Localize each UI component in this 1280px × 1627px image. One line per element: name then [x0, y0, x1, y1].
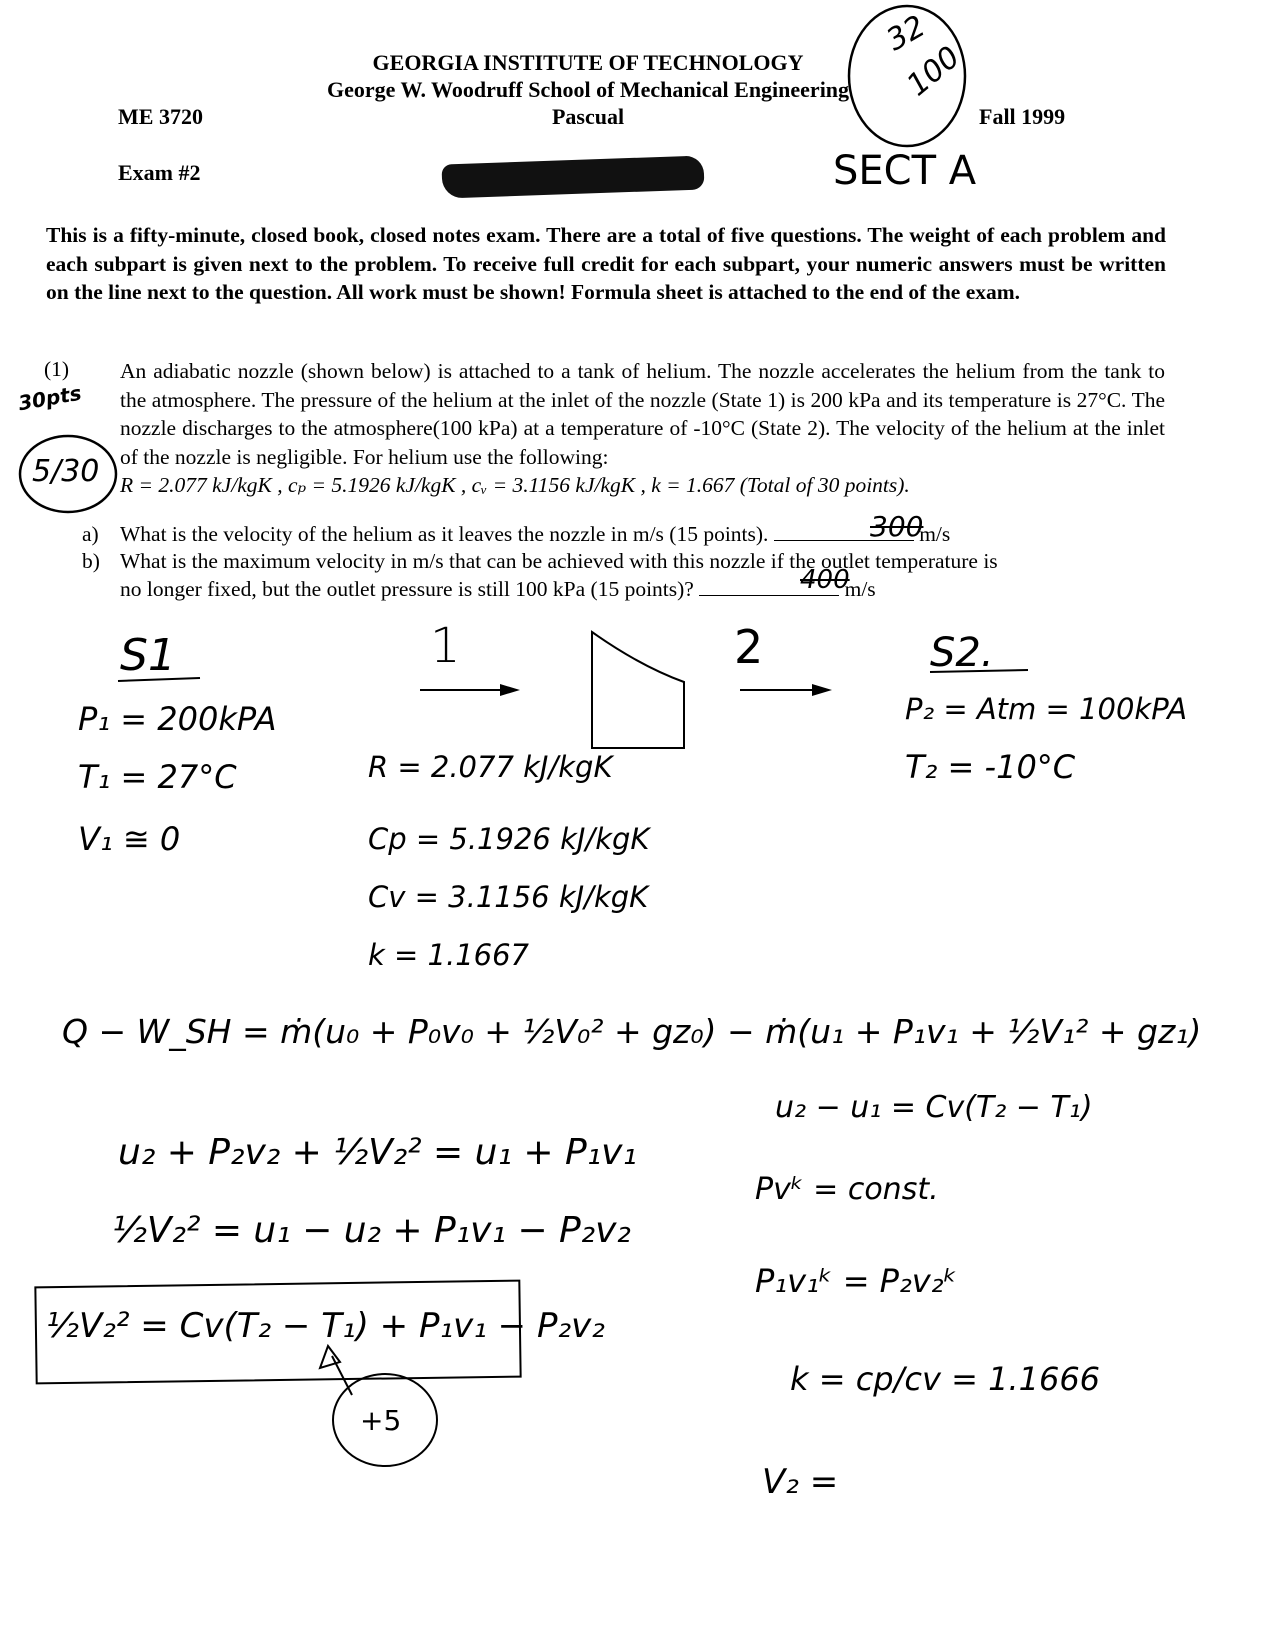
energy-equation: Q − W_SH = ṁ(u₀ + P₀v₀ + ½V₀² + gz₀) − ṁ(u₁ + P₁v₁ + ½V₁² + gz₁) — [62, 1012, 1202, 1051]
boxed-equation: ½V₂² = Cv(T₂ − T₁) + P₁v₁ − P₂v₂ — [46, 1306, 605, 1346]
problem-score: 5/30 — [32, 454, 100, 489]
total-score-top: 32 — [880, 8, 932, 59]
problem-score-circle — [20, 436, 116, 512]
inlet-arrow-head — [500, 684, 520, 696]
prop-cv: Cv = 3.1156 kJ/kgK — [368, 880, 649, 914]
nozzle-shape — [592, 632, 684, 748]
s1-line-1: P₁ = 200kPA — [78, 700, 277, 738]
s2-line-2: T₂ = -10°C — [905, 748, 1076, 786]
question-body: An adiabatic nozzle (shown below) is attached to a tank of helium. The nozzle accelerates the helium from the tank to the atmosphere. The pressure of the helium at the inlet of the nozzle (State 1) is 200 kPa and its temperature is 27°C. The nozzle discharges to the atmosphere(100 kPa) at a temperature of -10°C (State 2). The velocity of the helium at the inlet of the nozzle is negligible. For helium use the following: — [120, 359, 1165, 469]
right-eq-2: Pvᵏ = const. — [755, 1172, 939, 1207]
course-number: ME 3720 — [118, 104, 203, 129]
part-a-label: a) — [82, 522, 99, 546]
credit-arrow — [332, 1356, 352, 1395]
equation-3: ½V₂² = u₁ − u₂ + P₁v₁ − P₂v₂ — [112, 1210, 631, 1251]
right-eq-3: P₁v₁ᵏ = P₂v₂ᵏ — [755, 1262, 958, 1300]
question-number: (1) — [44, 357, 70, 381]
part-b-label: b) — [82, 549, 100, 573]
s1-line-2: T₁ = 27°C — [78, 758, 237, 796]
exam-term: Fall 1999 — [979, 104, 1066, 129]
partial-credit: +5 — [360, 1404, 402, 1437]
part-b-line1: What is the maximum velocity in m/s that can be achieved with this nozzle if the outlet temperature is — [120, 549, 998, 573]
part-b-text: no longer fixed, but the outlet pressure is still 100 kPa (15 points)? — [120, 577, 694, 601]
s2-line-1: P₂ = Atm = 100kPA — [905, 692, 1188, 726]
prop-k: k = 1.1667 — [368, 938, 530, 972]
state1-label: 1 — [430, 618, 461, 674]
section-label: SECT A — [833, 148, 977, 194]
score-circle — [849, 6, 965, 146]
part-a-unit: m/s — [919, 522, 951, 546]
exam-number: Exam #2 — [118, 160, 201, 185]
final-velocity: V₂ = — [762, 1462, 839, 1502]
equation-2: u₂ + P₂v₂ + ½V₂² = u₁ + P₁v₁ — [118, 1132, 637, 1173]
part-a-text: What is the velocity of the helium as it leaves the nozzle in m/s (15 points). — [120, 522, 769, 546]
s1-line-3: V₁ ≅ 0 — [78, 820, 181, 858]
margin-mark: 30pts — [16, 380, 84, 416]
s2-heading: S2. — [930, 630, 994, 676]
s1-heading: S1 — [120, 630, 176, 681]
prop-r: R = 2.077 kJ/kgK — [368, 750, 613, 784]
school-name: George W. Woodruff School of Mechanical Engineering — [326, 77, 850, 102]
exam-instructions: This is a fifty-minute, closed book, closed notes exam. There are a total of five questions. The weight of each problem and each subpart is given next to the problem. To receive full credit for each subpart, your numeric answers must be written on the line next to the question. All work must be shown! Formula sheet is attached to the end of the exam. — [46, 223, 1166, 304]
right-eq-4: k = cp/cv = 1.1666 — [790, 1360, 1101, 1398]
part-b-unit: m/s — [844, 577, 876, 601]
prop-cp: Cp = 5.1926 kJ/kgK — [368, 822, 650, 856]
part-a-answer: 300 — [870, 510, 924, 543]
institute-name: GEORGIA INSTITUTE OF TECHNOLOGY — [372, 50, 804, 75]
right-eq-1: u₂ − u₁ = Cv(T₂ − T₁) — [775, 1090, 1093, 1125]
state2-label: 2 — [734, 620, 764, 674]
question-constants: R = 2.077 kJ/kgK , cₚ = 5.1926 kJ/kgK , cᵥ = 3.1156 kJ/kgK , k = 1.667 (Total of 30 points). — [120, 473, 910, 497]
outlet-arrow-head — [812, 684, 832, 696]
instructor-name: Pascual — [551, 104, 625, 129]
total-score-bottom: 100 — [900, 39, 967, 104]
part-b-answer: 400 — [800, 565, 850, 595]
